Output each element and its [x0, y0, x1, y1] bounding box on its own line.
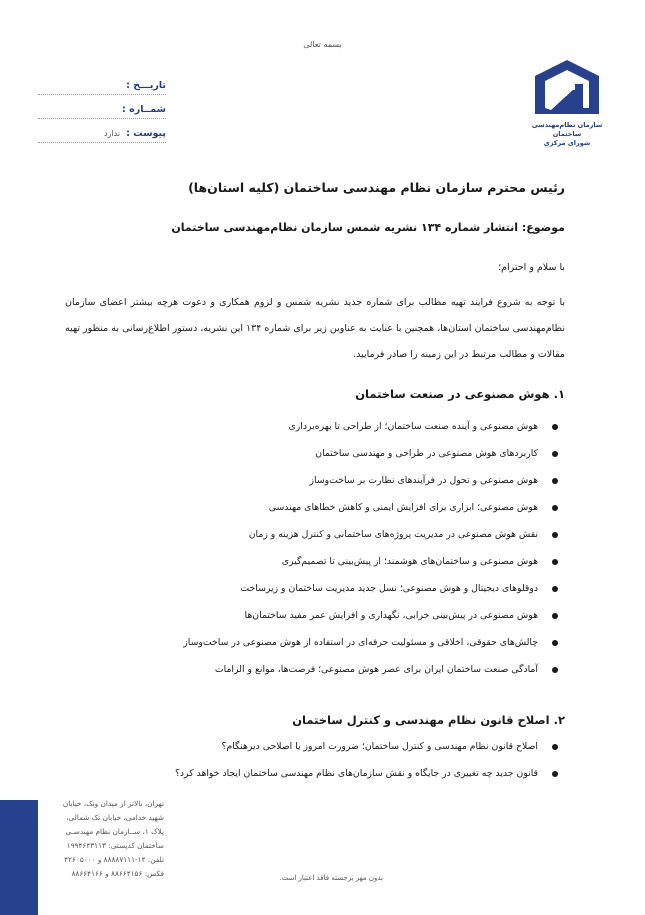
list-item: دوقلوهای دیجیتال و هوش مصنوعی؛ نسل جدید مدیریت ساختمان و زیرساخت	[65, 582, 565, 609]
list-item: هوش مصنوعی و ساختمان‌های هوشمند؛ از پیش‌بینی تا تصمیم‌گیری	[65, 555, 565, 582]
list-item: کاربردهای هوش مصنوعی در طراحی و مهندسی ساختمان	[65, 447, 565, 474]
logo-line-2: شورای مرکزی	[543, 139, 591, 147]
list-item: چالش‌های حقوقی، اخلاقی و مسئولیت حرفه‌ای در استفاده از هوش مصنوعی در ساخت‌وساز	[65, 636, 565, 663]
list-item: قانون جدید چه تغییری در جایگاه و نقش سازمان‌های نظام مهندسی ساختمان ایجاد خواهد کرد؟	[65, 767, 565, 794]
section-list-ai	[65, 420, 565, 690]
footer-stamp-note: بدون مهر برجسته فاقد اعتبار است.	[279, 874, 383, 882]
list-item: نقش هوش مصنوعی در مدیریت پروژه‌های ساختمانی و کنترل هزینه و زمان	[65, 528, 565, 555]
organization-logo	[528, 56, 606, 148]
recipient: رئیس محترم سازمان نظام مهندسی ساختمان (کلیه استان‌ها)	[188, 180, 565, 195]
list-item: آمادگی صنعت ساختمان ایران برای عصر هوش مصنوعی؛ فرصت‌ها، موانع و الزامات	[65, 663, 565, 690]
list-item: اصلاح قانون نظام مهندسی و کنترل ساختمان؛ ضرورت امروز یا اصلاحی دیرهنگام؟	[65, 740, 565, 767]
logo-line-1: سازمان نظام‌مهندسی ساختمان	[531, 121, 603, 138]
meta-attachment: پیوست : ندارد	[38, 120, 166, 143]
section-list-law	[65, 740, 565, 794]
list-item: هوش مصنوعی؛ ابزاری برای افزایش ایمنی و کاهش خطاهای مهندسی	[65, 501, 565, 528]
section-title-ai: ۱. هوش مصنوعی در صنعت ساختمان	[355, 387, 565, 401]
bismillah: بسمه تعالی	[303, 40, 342, 49]
list-item: هوش مصنوعی در پیش‌بینی خرابی، نگهداری و افزایش عمر مفید ساختمان‌ها	[65, 609, 565, 636]
list-item: هوش مصنوعی و آینده صنعت ساختمان؛ از طراحی تا بهره‌برداری	[65, 420, 565, 447]
meta-number: شمــاره :	[38, 96, 166, 119]
letter-body: با توجه به شروع فرایند تهیه مطالب برای شماره جدید نشریه شمس و لزوم همکاری و دعوت هرچه بیشتر اعضای سازمان نظام‌مهندسی ساختمان استان‌ها، همچنین با عنایت به عناوین زیر برای شماره ۱۳۴ این نشریه، دستور اطلاع‌رسانی به منظور تهیه مقالات و مطالب مرتبط در این زمینه را صادر فرمایید.	[65, 297, 565, 360]
section-title-law: ۲. اصلاح قانون نظام مهندسی و کنترل ساختمان	[292, 713, 565, 727]
greeting: با سلام و احترام؛	[498, 262, 565, 273]
list-item: هوش مصنوعی و تحول در فرآیندهای نظارت بر ساخت‌وساز	[65, 474, 565, 501]
footer-accent-bar	[0, 800, 38, 915]
house-logo-icon	[531, 56, 603, 118]
letter-meta	[38, 72, 166, 144]
footer-address: تهران، بالاتر از میدان ونک، خیابان شهید خدامی، خیابان تک شمالی، پلاک ۱، ســازمان نظام مهندسـی ساختمان کدپستی: ۱۹۹۴۶۴۳۱۱۳ تلفن: ۱۴-۸۸۸۸۷۱۱۱ و ۴۲۶۰۵۰۰۰ فکس: ۸۸۶۶۴۱۵۶ و ۸۸۶۶۴۱۶۶	[62, 799, 164, 878]
meta-date: تاریـــخ :	[38, 72, 166, 95]
subject: موضوع: انتشار شماره ۱۳۴ نشریه شمس سازمان نظام‌مهندسی ساختمان	[171, 221, 565, 234]
